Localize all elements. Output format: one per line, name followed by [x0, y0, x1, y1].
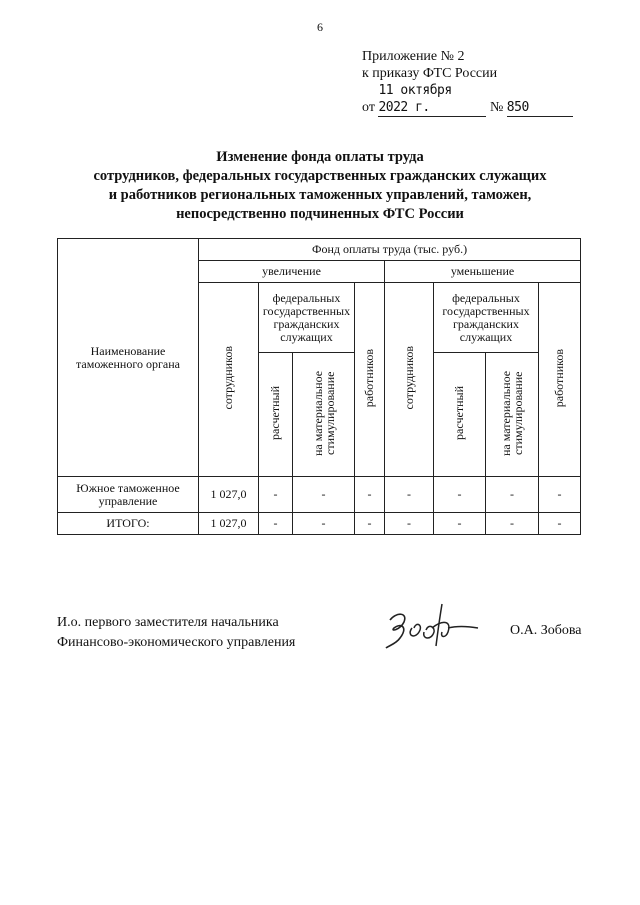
header-decrease-workers: работников	[539, 283, 581, 477]
column-header-decrease: уменьшение	[385, 261, 581, 283]
payroll-table	[57, 238, 581, 535]
row-name: ИТОГО:	[58, 513, 199, 535]
header-increase-workers: работников	[355, 283, 385, 477]
appendix-date: 11 октября 2022 г.	[378, 83, 452, 115]
page-number: 6	[317, 20, 323, 34]
appendix-number: 850	[506, 100, 529, 115]
title-line3: и работников региональных таможенных управлений, таможен,	[108, 187, 532, 203]
document-title	[0, 148, 640, 224]
table-row	[58, 477, 581, 513]
appendix-header	[362, 48, 573, 117]
title-line2: сотрудников, федеральных государственных гражданских служащих	[93, 168, 547, 184]
appendix-line3	[362, 82, 573, 117]
row-name: Южное таможенное управление	[58, 477, 199, 513]
cell: 1 027,0	[199, 513, 259, 535]
appendix-date-prefix: от	[362, 100, 375, 115]
header-increase-employees: сотрудников	[199, 283, 259, 477]
cell: -	[355, 477, 385, 513]
title-line4: непосредственно подчиненных ФТС России	[176, 206, 464, 222]
position-line2: Финансово-экономического управления	[57, 635, 296, 650]
cell: -	[486, 477, 539, 513]
cell: -	[539, 477, 581, 513]
header-decrease-civil-servants: федеральных государственных гражданских служащих	[434, 283, 539, 353]
signatory-position	[57, 613, 295, 653]
appendix-number-label: №	[489, 100, 504, 115]
appendix-line1: Приложение № 2	[362, 49, 465, 64]
handwritten-signature	[382, 598, 482, 653]
header-decrease-calc: расчетный	[434, 353, 486, 477]
column-header-fund: Фонд оплаты труда (тыс. руб.)	[199, 239, 581, 261]
cell: -	[293, 513, 355, 535]
header-decrease-employees: сотрудников	[385, 283, 434, 477]
title-line1: Изменение фонда оплаты труда	[216, 149, 424, 165]
appendix-line2: к приказу ФТС России	[362, 66, 498, 81]
cell: -	[259, 477, 293, 513]
cell: -	[539, 513, 581, 535]
column-header-name: Наименование таможенного органа	[58, 239, 199, 477]
cell: -	[355, 513, 385, 535]
header-increase-incentive: на материальное стимулирование	[293, 353, 355, 477]
column-header-increase: увеличение	[199, 261, 385, 283]
cell: 1 027,0	[199, 477, 259, 513]
cell: -	[486, 513, 539, 535]
header-decrease-incentive: на материальное стимулирование	[486, 353, 539, 477]
cell: -	[293, 477, 355, 513]
cell: -	[434, 513, 486, 535]
cell: -	[385, 513, 434, 535]
position-line1: И.о. первого заместителя начальника	[57, 615, 279, 630]
cell: -	[259, 513, 293, 535]
header-increase-civil-servants: федеральных государственных гражданских служащих	[259, 283, 355, 353]
table-row-total	[58, 513, 581, 535]
header-increase-calc: расчетный	[259, 353, 293, 477]
signatory-name: О.А. Зобова	[510, 623, 582, 638]
cell: -	[434, 477, 486, 513]
cell: -	[385, 477, 434, 513]
